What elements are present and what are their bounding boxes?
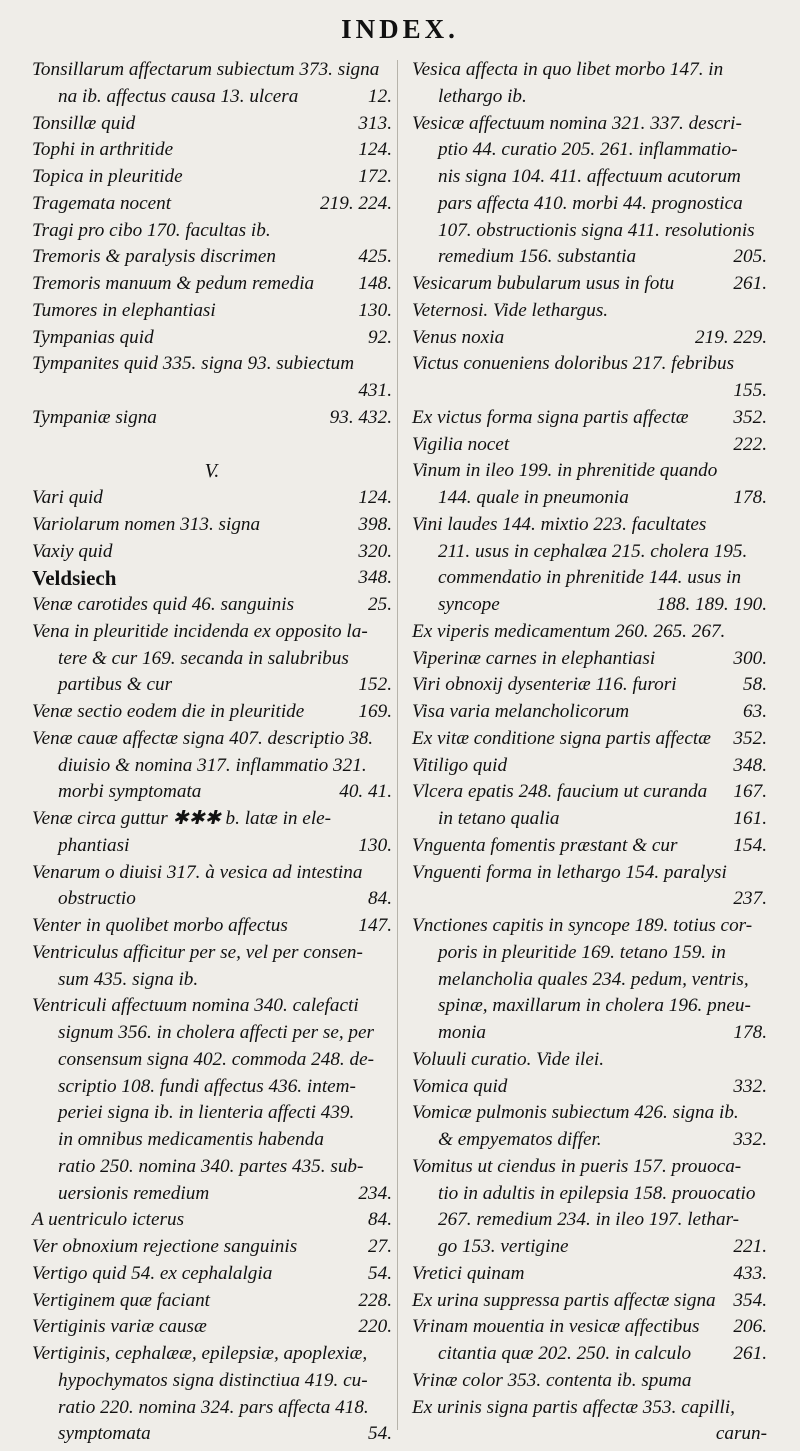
- index-entry-line: [412, 1288, 767, 1315]
- entry-page-ref: 431.: [358, 380, 392, 401]
- index-entry-line: [412, 646, 767, 673]
- entry-text: Venter in quolibet morbo affectus: [32, 915, 288, 936]
- entry-text: Vomica quid: [412, 1075, 508, 1097]
- index-entry-line: [32, 539, 392, 566]
- entry-page-ref: 84.: [368, 888, 392, 910]
- entry-page-ref: 25.: [368, 594, 392, 615]
- entry-text: carun-: [715, 1423, 767, 1445]
- index-entry-line: [32, 57, 392, 84]
- index-entry-line: [32, 164, 392, 191]
- entry-text: Tremoris manuum & pedum remedia: [32, 273, 315, 294]
- index-entry-line: [412, 1368, 767, 1395]
- entry-text: Vitiligo quid: [412, 754, 508, 776]
- index-entry-line: [412, 860, 767, 887]
- entry-text: Vigilia nocet: [412, 433, 510, 455]
- entry-text: Viperinæ carnes in elephantiasi: [412, 647, 656, 669]
- entry-text: morbi symptomata: [58, 781, 202, 803]
- entry-text: Vini laudes 144. mixtio 223. facultates: [412, 513, 707, 535]
- index-entry-line: [412, 1100, 767, 1127]
- entry-page-ref: 12.: [368, 85, 392, 107]
- entry-text: Vaxiy quid: [32, 540, 113, 562]
- entry-text: Venæ carotides quid 46. sanguinis: [32, 594, 295, 615]
- entry-text: Vlcera epatis 248. faucium ut curanda: [412, 781, 708, 803]
- index-entry-line: [32, 833, 392, 860]
- entry-page-ref: 433.: [733, 1262, 767, 1284]
- index-entry-line: [32, 271, 392, 298]
- index-entry-line: [412, 672, 767, 699]
- entry-text: 267. remedium 234. in ileo 197. lethar-: [438, 1209, 740, 1231]
- index-entry-line: [412, 57, 767, 84]
- entry-text: Tonsillarum affectarum subiectum 373. signa: [32, 59, 380, 80]
- entry-page-ref: 124.: [358, 139, 392, 161]
- entry-text: syncope: [438, 594, 500, 615]
- entry-page-ref: 206.: [733, 1316, 767, 1338]
- entry-text: Visa varia melancholicorum: [412, 701, 630, 722]
- entry-text: Vnguenta fomentis præstant & cur: [412, 834, 678, 856]
- index-entry-line: [32, 860, 392, 887]
- index-entry-line: [32, 592, 392, 619]
- entry-page-ref: 219. 224.: [320, 192, 392, 214]
- entry-text: melancholia quales 234. pedum, ventris,: [438, 968, 749, 990]
- entry-text: Tympanites quid 335. signa 93. subiectum: [32, 353, 355, 375]
- index-entry-line: [32, 1181, 392, 1208]
- index-entry-line: [32, 137, 392, 164]
- index-entry-line: [412, 1181, 767, 1208]
- entry-page-ref: 148.: [358, 273, 392, 294]
- entry-text: Vertiginis variæ causæ: [32, 1316, 207, 1338]
- index-entry-line: [32, 1288, 392, 1315]
- entry-text: Vesicarum bubularum usus in fotu: [412, 273, 675, 294]
- entry-text: Ex urina suppressa partis affectæ signa: [412, 1289, 716, 1311]
- entry-text: Vertigo quid 54. ex cephalalgia: [32, 1262, 273, 1284]
- entry-text: 144. quale in pneumonia: [438, 487, 629, 508]
- index-entry-line: [412, 378, 767, 405]
- entry-text: symptomata: [58, 1423, 151, 1445]
- entry-text: Veldsiech: [32, 566, 117, 591]
- entry-text: Vnguenti forma in lethargo 154. paralysi: [412, 861, 727, 883]
- entry-text: ptio 44. curatio 205. 261. inflammatio-: [438, 139, 738, 161]
- index-column-left: [32, 57, 392, 1448]
- entry-text: tio in adultis in epilepsia 158. prouocatio: [438, 1182, 756, 1204]
- index-entry-line: [32, 1020, 392, 1047]
- index-entry-line: [412, 1074, 767, 1101]
- entry-page-ref: 152.: [358, 674, 392, 696]
- index-entry-line: [412, 592, 767, 619]
- entry-page-ref: 155.: [733, 380, 767, 401]
- index-entry-line: [32, 244, 392, 271]
- index-entry-line: [32, 913, 392, 940]
- index-entry-line: [32, 565, 392, 592]
- index-entry-line: [412, 1154, 767, 1181]
- index-entry-line: [412, 325, 767, 352]
- index-entry-line: [32, 753, 392, 780]
- index-entry-line: [32, 351, 392, 378]
- entry-page-ref: 332.: [733, 1075, 767, 1097]
- entry-text: na ib. affectus causa 13. ulcera: [58, 85, 299, 107]
- entry-text: Ex viperis medicamentum 260. 265. 267.: [412, 620, 726, 642]
- index-entry-line: [32, 405, 392, 432]
- index-entry-line: [412, 405, 767, 432]
- entry-text: Viri obnoxij dysenteriæ 116. furori: [412, 674, 677, 696]
- entry-page-ref: 178.: [733, 1022, 767, 1043]
- entry-page-ref: 234.: [358, 1182, 392, 1204]
- index-entry-line: [412, 565, 767, 592]
- entry-page-ref: 222.: [733, 433, 767, 455]
- entry-page-ref: 320.: [358, 540, 392, 562]
- entry-text: Venæ sectio eodem die in pleuritide: [32, 701, 305, 722]
- entry-page-ref: 237.: [733, 888, 767, 910]
- index-entry-line: [32, 84, 392, 111]
- index-entry-line: [32, 1234, 392, 1261]
- entry-text: Vertiginem quæ faciant: [32, 1289, 210, 1311]
- index-entry-line: [412, 1314, 767, 1341]
- index-entry-line: [412, 833, 767, 860]
- index-entry-line: [412, 913, 767, 940]
- index-entry-line: [32, 191, 392, 218]
- entry-page-ref: 348.: [358, 567, 392, 589]
- entry-text: Vesicæ affectuum nomina 321. 337. descri-: [412, 112, 742, 134]
- entry-text: citantia quæ 202. 250. in calculo: [438, 1343, 692, 1364]
- entry-text: sum 435. signa ib.: [58, 968, 199, 990]
- index-entry-line: [32, 1395, 392, 1422]
- section-heading: [32, 458, 392, 485]
- entry-text: in omnibus medicamentis habenda: [58, 1129, 324, 1150]
- index-entry-line: [412, 753, 767, 780]
- index-entry-line: [32, 218, 392, 245]
- index-entry-line: [32, 993, 392, 1020]
- entry-page-ref: 167.: [733, 781, 767, 803]
- entry-page-ref: 352.: [733, 406, 767, 428]
- index-entry-line: [412, 218, 767, 245]
- entry-page-ref: 27.: [368, 1236, 392, 1257]
- entry-text: Variolarum nomen 313. signa: [32, 513, 261, 535]
- index-entry-line: [32, 485, 392, 512]
- entry-text: Vomitus ut ciendus in pueris 157. prouoca-: [412, 1155, 742, 1177]
- entry-text: spinæ, maxillarum in cholera 196. pneu-: [438, 995, 751, 1017]
- index-entry-line: [32, 298, 392, 325]
- index-column-right: [412, 57, 767, 1448]
- index-entry-line: [412, 164, 767, 191]
- entry-page-ref: 154.: [733, 834, 767, 856]
- index-entry-line: [32, 1154, 392, 1181]
- index-entry-line: [412, 1234, 767, 1261]
- entry-page-ref: 178.: [733, 487, 767, 508]
- index-entry-line: [32, 1047, 392, 1074]
- index-entry-line: [412, 244, 767, 271]
- index-entry-line: [412, 298, 767, 325]
- entry-page-ref: 261.: [733, 273, 767, 294]
- index-entry-line: [412, 699, 767, 726]
- entry-text: Ex urinis signa partis affectæ 353. capilli,: [412, 1396, 735, 1418]
- entry-text: Venarum o diuisi 317. à vesica ad intestina: [32, 861, 363, 883]
- entry-text: Vinum in ileo 199. in phrenitide quando: [412, 460, 718, 482]
- entry-text: Vesica affecta in quo libet morbo 147. in: [412, 59, 724, 80]
- entry-text: Tonsillæ quid: [32, 112, 136, 134]
- entry-text: Vari quid: [32, 487, 103, 508]
- entry-text: diuisio & nomina 317. inflammatio 321.: [58, 754, 367, 776]
- index-entry-line: [412, 1047, 767, 1074]
- entry-page-ref: 54.: [368, 1262, 392, 1284]
- index-entry-line: [412, 485, 767, 512]
- index-entry-line: [412, 137, 767, 164]
- entry-page-ref: 63.: [743, 701, 767, 722]
- entry-page-ref: 313.: [358, 112, 392, 134]
- entry-text: Ex vitæ conditione signa partis affectæ: [412, 727, 711, 749]
- entry-text: lethargo ib.: [438, 85, 527, 107]
- entry-text: signum 356. in cholera affecti per se, per: [58, 1022, 375, 1043]
- entry-text: Vertiginis, cephalææ, epilepsiæ, apoplexiæ,: [32, 1343, 368, 1364]
- entry-text: Tophi in arthritide: [32, 139, 174, 161]
- entry-page-ref: 398.: [358, 513, 392, 535]
- index-entry-line: [412, 806, 767, 833]
- entry-text: go 153. vertigine: [438, 1236, 569, 1257]
- index-entry-line: [32, 646, 392, 673]
- index-entry-line: [32, 1314, 392, 1341]
- entry-page-ref: 205.: [733, 246, 767, 268]
- entry-page-ref: 161.: [733, 808, 767, 829]
- entry-text: Ventriculi affectuum nomina 340. calefacti: [32, 995, 359, 1017]
- index-entry-line: [32, 619, 392, 646]
- entry-text: Victus conueniens doloribus 217. febribus: [412, 353, 735, 375]
- entry-text: Vena in pleuritide incidenda ex opposito la-: [32, 620, 368, 642]
- entry-text: Tympaniæ signa: [32, 406, 157, 428]
- index-entry-line: [412, 726, 767, 753]
- index-entry-line: [32, 1368, 392, 1395]
- entry-page-ref: 172.: [358, 166, 392, 187]
- index-entry-line: [412, 619, 767, 646]
- entry-page-ref: 147.: [358, 915, 392, 936]
- index-entry-line: [412, 84, 767, 111]
- column-divider: [397, 60, 398, 1430]
- entry-page-ref: 92.: [368, 326, 392, 348]
- index-entry-line: [32, 378, 392, 405]
- entry-text: 107. obstructionis signa 411. resolutionis: [438, 219, 755, 241]
- entry-text: Topica in pleuritide: [32, 166, 183, 187]
- entry-text: partibus & cur: [58, 674, 173, 696]
- entry-text: phantiasi: [58, 834, 130, 856]
- index-entry-line: [32, 512, 392, 539]
- entry-text: Venæ circa guttur ✱✱✱ b. latæ in ele-: [32, 808, 332, 829]
- index-entry-line: [32, 1074, 392, 1101]
- index-entry-line: [32, 726, 392, 753]
- index-entry-line: [32, 325, 392, 352]
- index-entry-line: [32, 1341, 392, 1368]
- index-entry-line: [412, 967, 767, 994]
- index-entry-line: [412, 1395, 767, 1422]
- entry-text: Tragi pro cibo 170. facultas ib.: [32, 219, 271, 241]
- entry-page-ref: 130.: [358, 834, 392, 856]
- index-entry-line: [412, 1127, 767, 1154]
- entry-text: commendatio in phrenitide 144. usus in: [438, 567, 742, 589]
- entry-text: ratio 220. nomina 324. pars affecta 418.: [58, 1396, 369, 1418]
- entry-page-ref: 188. 189. 190.: [656, 594, 767, 615]
- index-entry-line: [412, 779, 767, 806]
- entry-text: Vretici quinam: [412, 1262, 525, 1284]
- entry-page-ref: 221.: [733, 1236, 767, 1257]
- index-entry-line: [32, 699, 392, 726]
- entry-text: Veternosi. Vide lethargus.: [412, 299, 609, 321]
- index-entry-line: [32, 1261, 392, 1288]
- index-entry-line: [412, 539, 767, 566]
- entry-text: Ex victus forma signa partis affectæ: [412, 406, 689, 428]
- entry-text: V.: [204, 460, 220, 483]
- index-entry-line: [32, 1207, 392, 1234]
- entry-text: Tympanias quid: [32, 326, 154, 348]
- index-entry-line: [412, 940, 767, 967]
- entry-text: Tragemata nocent: [32, 192, 172, 214]
- entry-text: Tumores in elephantiasi: [32, 299, 216, 321]
- index-entry-line: [32, 1421, 392, 1448]
- entry-page-ref: 93. 432.: [329, 406, 392, 428]
- entry-page-ref: 84.: [368, 1209, 392, 1231]
- entry-text: poris in pleuritide 169. tetano 159. in: [438, 941, 726, 963]
- entry-text: Venæ cauæ affectæ signa 407. descriptio 38.: [32, 727, 374, 749]
- entry-text: hypochymatos signa distinctiua 419. cu-: [58, 1369, 368, 1391]
- entry-page-ref: 54.: [368, 1423, 392, 1445]
- index-entry-line: [32, 1100, 392, 1127]
- entry-page-ref: 169.: [358, 701, 392, 722]
- entry-page-ref: 220.: [358, 1316, 392, 1338]
- entry-text: ratio 250. nomina 340. partes 435. sub-: [58, 1155, 364, 1177]
- entry-text: A uentriculo icterus: [32, 1209, 185, 1231]
- entry-text: in tetano qualia: [438, 808, 560, 829]
- entry-page-ref: 425.: [358, 246, 392, 268]
- entry-page-ref: 352.: [733, 727, 767, 749]
- entry-text: Tremoris & paralysis discrimen: [32, 246, 276, 268]
- index-entry-line: [32, 967, 392, 994]
- index-entry-line: [412, 458, 767, 485]
- entry-page-ref: 58.: [743, 674, 767, 696]
- entry-page-ref: 332.: [733, 1129, 767, 1150]
- entry-text: Vrinam mouentia in vesicæ affectibus: [412, 1316, 700, 1338]
- entry-text: obstructio: [58, 888, 136, 910]
- index-entry-line: [412, 1261, 767, 1288]
- entry-text: scriptio 108. fundi affectus 436. intem-: [58, 1075, 356, 1097]
- entry-page-ref: 219. 229.: [695, 326, 767, 348]
- entry-page-ref: 261.: [733, 1343, 767, 1364]
- entry-text: nis signa 104. 411. affectuum acutorum: [438, 166, 741, 187]
- index-entry-line: [32, 111, 392, 138]
- entry-text: Voluuli curatio. Vide ilei.: [412, 1048, 605, 1070]
- index-entry-line: [412, 191, 767, 218]
- index-entry-line: [412, 1421, 767, 1448]
- entry-text: pars affecta 410. morbi 44. prognostica: [438, 192, 743, 214]
- page-header-title: INDEX.: [341, 14, 459, 44]
- entry-text: Ver obnoxium rejectione sanguinis: [32, 1236, 298, 1257]
- index-entry-line: [32, 779, 392, 806]
- entry-text: Vrinæ color 353. contenta ib. spuma: [412, 1369, 692, 1391]
- entry-page-ref: 354.: [733, 1289, 767, 1311]
- index-entry-line: [412, 1207, 767, 1234]
- index-entry-line: [412, 111, 767, 138]
- entry-text: consensum signa 402. commoda 248. de-: [58, 1048, 375, 1070]
- entry-text: Vnctiones capitis in syncope 189. totius cor-: [412, 915, 753, 936]
- index-entry-line: [412, 993, 767, 1020]
- entry-page-ref: 40. 41.: [339, 781, 392, 803]
- index-entry-line: [412, 432, 767, 459]
- entry-text: monia: [438, 1022, 486, 1043]
- entry-text: 211. usus in cephalæa 215. cholera 195.: [438, 540, 748, 562]
- entry-page-ref: 348.: [733, 754, 767, 776]
- entry-text: uersionis remedium: [58, 1182, 210, 1204]
- entry-page-ref: 130.: [358, 299, 392, 321]
- index-entry-line: [32, 672, 392, 699]
- index-entry-line: [32, 940, 392, 967]
- index-entry-line: [412, 1341, 767, 1368]
- index-entry-line: [412, 1020, 767, 1047]
- entry-page-ref: 228.: [358, 1289, 392, 1311]
- entry-text: remedium 156. substantia: [438, 246, 637, 268]
- entry-text: tere & cur 169. secanda in salubribus: [58, 647, 349, 669]
- index-entry-line: [32, 806, 392, 833]
- entry-text: Venus noxia: [412, 326, 505, 348]
- entry-text: Vomicæ pulmonis subiectum 426. signa ib.: [412, 1102, 739, 1124]
- entry-text: Ventriculus afficitur per se, vel per consen-: [32, 941, 363, 963]
- index-entry-line: [32, 886, 392, 913]
- index-entry-line: [412, 271, 767, 298]
- entry-page-ref: 124.: [358, 487, 392, 508]
- index-entry-line: [412, 351, 767, 378]
- index-entry-line: [32, 1127, 392, 1154]
- entry-text: periei signa ib. in lienteria affecti 439.: [58, 1102, 355, 1124]
- index-entry-line: [412, 886, 767, 913]
- entry-text: & empyematos differ.: [438, 1129, 602, 1150]
- entry-page-ref: 300.: [733, 647, 767, 669]
- index-entry-line: [32, 432, 392, 459]
- index-entry-line: [412, 512, 767, 539]
